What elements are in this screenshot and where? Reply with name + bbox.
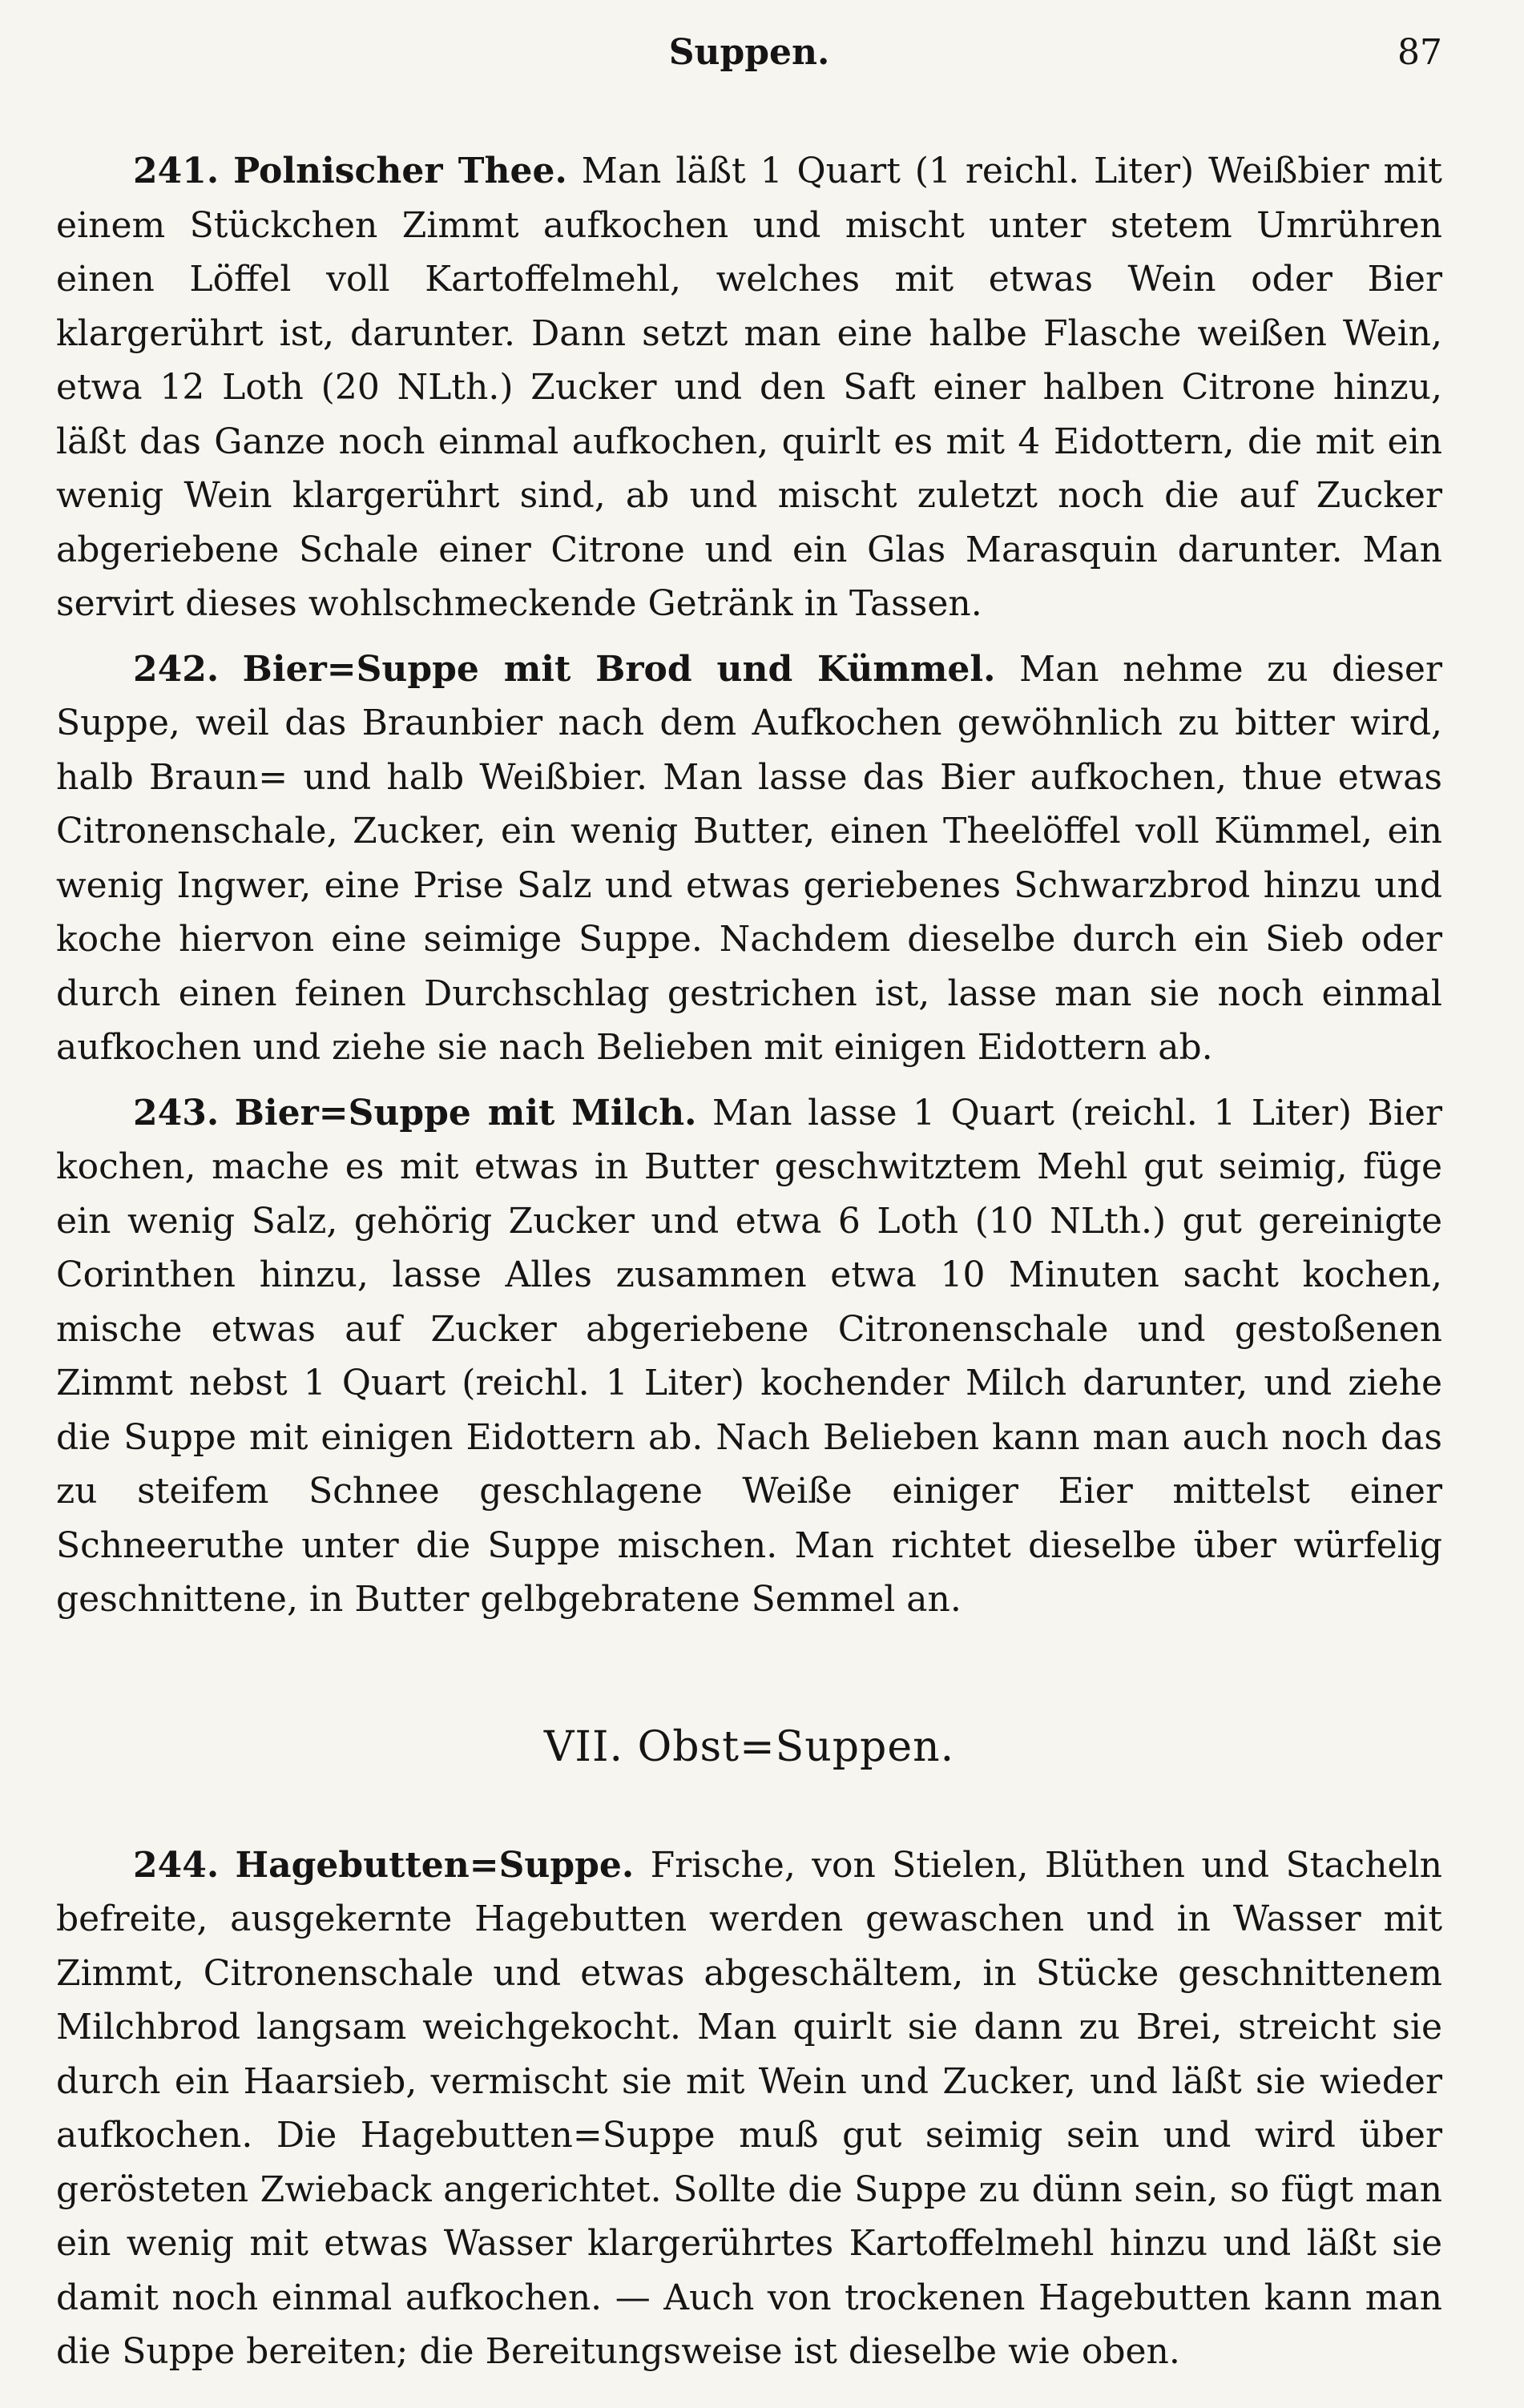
recipe-title: Polnischer Thee. [233,151,567,191]
recipe-number: 242. [133,648,220,690]
recipe-title: Bier=Suppe mit Milch. [234,1092,697,1134]
section-heading: VII. Obst=Suppen. [543,1722,955,1771]
recipe-title: Hagebutten=Suppe. [235,1844,635,1886]
running-head [56,32,1442,88]
recipe-number: 241. [133,151,220,191]
running-title: Suppen. [668,32,830,73]
recipe-text: Man lasse 1 Quart (reichl. 1 Liter) Bier kochen, mache es mit etwas in Butter geschwitztem Mehl gut seimig, füge ein wenig Salz, gehörig Zucker und etwa 6 Loth (10 NLth.) gut gereinigte Corinthen hinzu, lasse Alles zusammen etwa 10 Minuten sacht kochen, mische etwas auf Zucker abgeriebene Citronenschale und gestoßenen Zimmt nebst 1 Quart (reichl. 1 Liter) kochender Milch darunter, und ziehe die Suppe mit einigen Eidottern ab. Nach Belieben kann man auch noch das zu steifem Schnee geschlagene Weiße einiger Eier mittelst einer Schneeruthe unter die Suppe mischen. Man richtet dieselbe über würfelig geschnittene, in Butter gelbgebratene Semmel an. [56,1092,1442,1620]
recipe-244 [56,1838,1442,2379]
recipe-243 [56,1086,1442,1627]
recipe-text: Man läßt 1 Quart (1 reichl. Liter) Weißbier mit einem Stückchen Zimmt aufkochen und mischt unter stetem Umrühren einen Löffel voll Kartoffelmehl, welches mit etwas Wein oder Bier klargerührt ist, darunter. Dann setzt man eine halbe Flasche weißen Wein, etwa 12 Loth (20 NLth.) Zucker und den Saft einer halben Citrone hinzu, läßt das Ganze noch einmal aufkochen, quirlt es mit 4 Eidottern, die mit ein wenig Wein klargerührt sind, ab und mischt zuletzt noch die auf Zucker abgeriebene Schale einer Citrone und ein Glas Marasquin darunter. Man servirt dieses wohlschmeckende Getränk in Tassen. [56,151,1442,624]
recipe-title: Bier=Suppe mit Brod und Kümmel. [242,648,996,690]
page-number: 87 [1397,32,1442,73]
book-page [56,32,1442,2371]
recipe-242 [56,642,1442,1075]
recipe-number: 244. [133,1844,220,1886]
recipe-241 [56,144,1442,631]
recipe-text: Man nehme zu dieser Suppe, weil das Braunbier nach dem Aufkochen gewöhnlich zu bitter wird, halb Braun= und halb Weißbier. Man lasse das Bier aufkochen, thue etwas Citronenschale, Zucker, ein wenig Butter, einen Theelöffel voll Kümmel, ein wenig Ingwer, eine Prise Salz und etwas geriebenes Schwarzbrod hinzu und koche hiervon eine seimige Suppe. Nachdem dieselbe durch ein Sieb oder durch einen feinen Durchschlag gestrichen ist, lasse man sie noch einmal aufkochen und ziehe sie nach Belieben mit einigen Eidottern ab. [56,648,1442,1068]
recipe-number: 243. [133,1092,220,1134]
recipe-text: Frische, von Stielen, Blüthen und Stacheln befreite, ausgekernte Hagebutten werden gewaschen und in Wasser mit Zimmt, Citronenschale und etwas abgeschältem, in Stücke geschnittenem Milchbrod langsam weichgekocht. Man quirlt sie dann zu Brei, streicht sie durch ein Haarsieb, vermischt sie mit Wein und Zucker, und läßt sie wieder aufkochen. Die Hagebutten=Suppe muß gut seimig sein und wird über gerösteten Zwieback angerichtet. Sollte die Suppe zu dünn sein, so fügt man ein wenig mit etwas Wasser klargerührtes Kartoffelmehl hinzu und läßt sie damit noch einmal aufkochen. — Auch von trockenen Hagebutten kann man die Suppe bereiten; die Bereitungsweise ist dieselbe wie oben. [56,1844,1442,2372]
